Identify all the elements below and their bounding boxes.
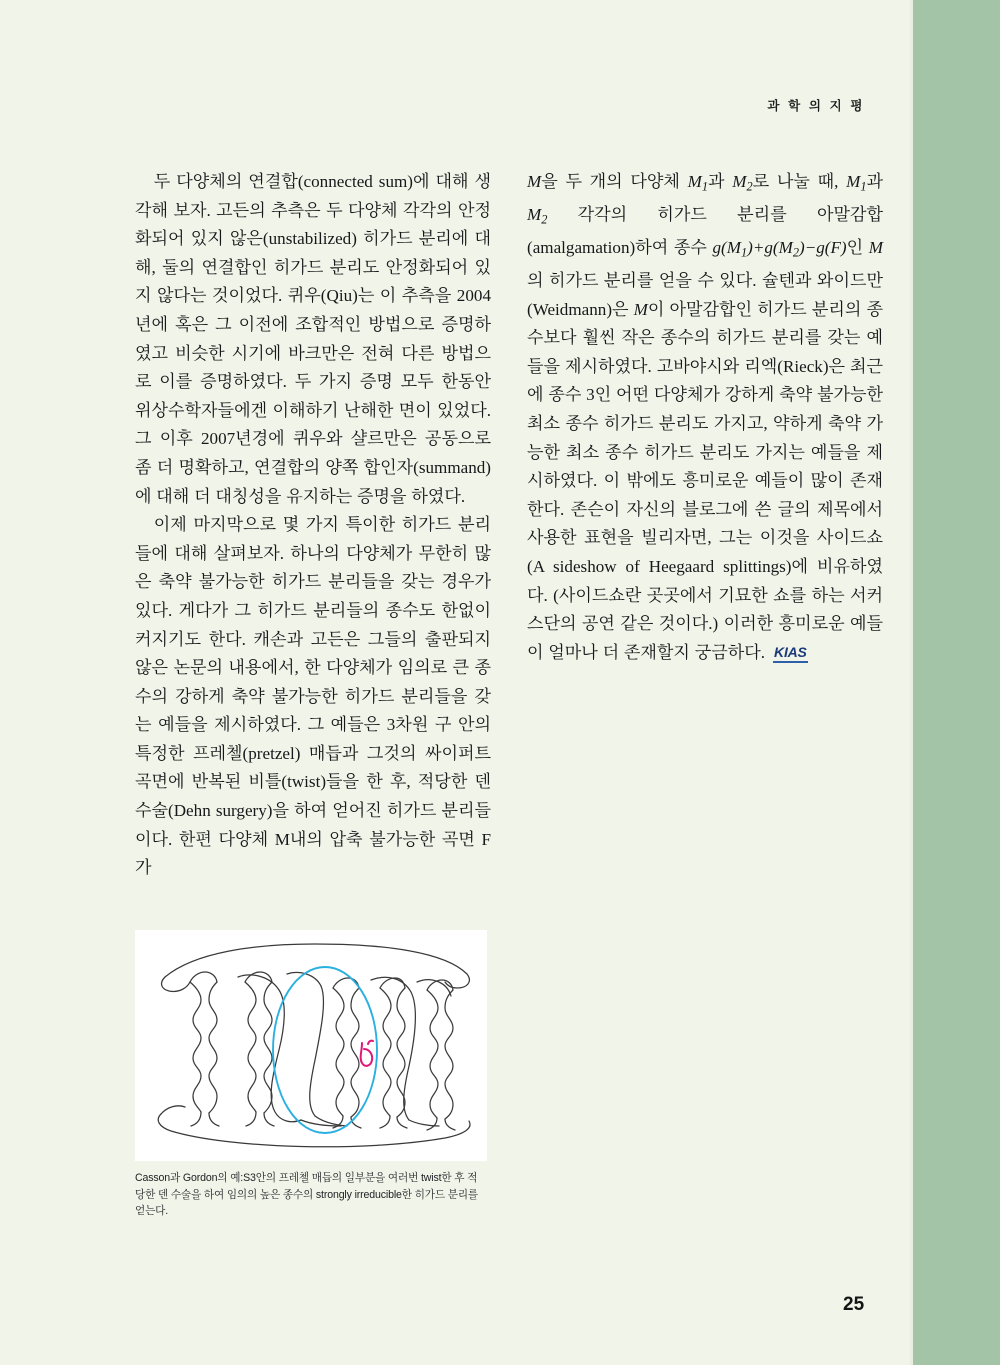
annotation-curve — [361, 1041, 373, 1066]
formula-g1-var: M — [726, 238, 741, 258]
right-text-a: 을 두 개의 다양체 — [541, 172, 688, 191]
decorative-right-band — [913, 0, 1000, 1365]
right-text-c: 로 나눌 때, — [752, 172, 847, 191]
column-right — [527, 168, 883, 667]
math-sub-2: 2 — [746, 179, 753, 194]
math-sub-2-b: 2 — [541, 212, 548, 227]
figure-caption — [135, 1170, 480, 1220]
math-var-M-3: M — [633, 299, 648, 319]
kias-logo: KIAS — [773, 645, 808, 663]
math-var-M2-b: M — [527, 205, 542, 225]
right-text-f: 인 — [846, 238, 869, 258]
right-text-h: 이 아말감합인 히가드 분리의 종수보다 훨씬 작은 종수의 히가드 분리를 갖는 예들을 제시하였다. 고바야시와 리엑(Rieck)은 최근에 종수 3인 어떤 다양체가 강하게 축약 불가능한 최소 종수 히가드 분리도 가지고, 약하게 축약 가능한 최소 종수 히가드 분리도 가지는 예들을 제시하였다. 이 밖에도 흥미로운 예들이 많이 존재한다. 존슨이 자신의 블로그에 쓴 글의 제목에서 사용한 표현을 빌리자면, 그는 이것을 사이드쇼(A sideshow of Heegaard splittings)에 비유하였다. (사이드쇼란 곳곳에서 기묘한 쇼를 하는 서커스단의 공연 같은 것이다.) 이러한 흥미로운 예들이 얼마나 더 존재할지 궁금하다. — [527, 299, 883, 662]
formula-F: F — [830, 238, 841, 258]
caption-line-1: Casson과 Gordon의 예:S3안의 프레첼 매듭의 일부분을 여러번 twist한 — [135, 1172, 452, 1184]
right-text-g: 의 히가드 분리를 얻을 수 있다. 슐텐과 와이드만(Weidmann)은 — [527, 271, 883, 319]
math-var-M2: M — [732, 172, 747, 191]
pretzel-knot-diagram — [135, 930, 487, 1161]
band-inner-edge — [910, 0, 913, 1365]
formula-g1-sub: 1 — [740, 245, 748, 260]
math-var-M1: M — [687, 172, 702, 191]
right-text-e: 각각의 히가드 분리를 아말감합(amalgamation)하여 종수 — [527, 205, 883, 258]
math-sub-1: 1 — [701, 179, 709, 194]
right-text-b: 과 — [708, 172, 733, 191]
formula-g2-var: M — [778, 238, 793, 258]
math-var-M-1: M — [527, 172, 542, 191]
paragraph-left-1: 두 다양체의 연결합(connected sum)에 대해 생각해 보자. 고든의 추측은 두 다양체 각각의 안정화되어 있지 않은(unstabilized) 히가드 분리에 대해, 둘의 연결합인 히가드 분리도 안정화되어 있지 않다는 것이었다. 퀴우(Qiu)는 이 추측을 2004년에 혹은 그 이전에 조합적인 방법으로 증명하였고 비슷한 시기에 바크만은 전혀 다른 방법으로 이를 증명하였다. 두 가지 증명 모두 한동안 위상수학자들에겐 이해하기 난해한 면이 있었다. 그 이후 2007년경에 퀴우와 샬르만은 공동으로 좀 더 명확하고, 연결합의 양쪽 합인자(summand)에 대해 더 대칭성을 유지하는 증명을 하였다. — [135, 172, 491, 506]
formula-minus: )−g( — [799, 238, 831, 258]
column-left — [135, 168, 491, 1218]
caption-line-2: 후 적당한 덴 수술을 하여 임의의 높은 종수의 strongly irreducible한 — [135, 1172, 478, 1201]
formula-g1-open: g( — [712, 238, 727, 258]
math-var-M-2: M — [868, 238, 883, 258]
right-text-d: 과 — [866, 172, 883, 191]
math-sub-1-b: 1 — [860, 179, 867, 194]
page-number: 25 — [843, 1294, 865, 1315]
math-var-M1-b: M — [846, 172, 861, 191]
formula-plus: )+g( — [747, 238, 779, 258]
figure-image-pretzel-knot — [135, 930, 487, 1161]
running-head: 과 학 의 지 평 — [767, 99, 865, 113]
caption-line-3: 히가드 분리를 얻는다. — [135, 1188, 478, 1218]
formula-close: ) — [840, 238, 847, 258]
paragraph-left-2: 이제 마지막으로 몇 가지 특이한 히가드 분리들에 대해 살펴보자. 하나의 다양체가 무한히 많은 축약 불가능한 히가드 분리들을 갖는 경우가 있다. 게다가 그 히가드 분리들의 종수도 한없이 커지기도 한다. 캐손과 고든은 그들의 출판되지 않은 논문의 내용에서, 한 다양체가 임의로 큰 종수의 강하게 축약 불가능한 히가드 분리들을 갖는 예들을 제시하였다. 그 예들은 3차원 구 안의 특정한 프레첼(pretzel) 매듭과 그것의 싸이퍼트 곡면에 반복된 비틀(twist)들을 한 후, 적당한 덴 수술(Dehn surgery)을 하여 얻어진 히가드 분리들이다. 한편 다양체 M내의 압축 불가능한 곡면 F가 — [135, 515, 491, 878]
formula-g2-sub: 2 — [792, 245, 799, 260]
paragraph-right-1 — [527, 168, 883, 667]
figure-block — [135, 930, 487, 1220]
